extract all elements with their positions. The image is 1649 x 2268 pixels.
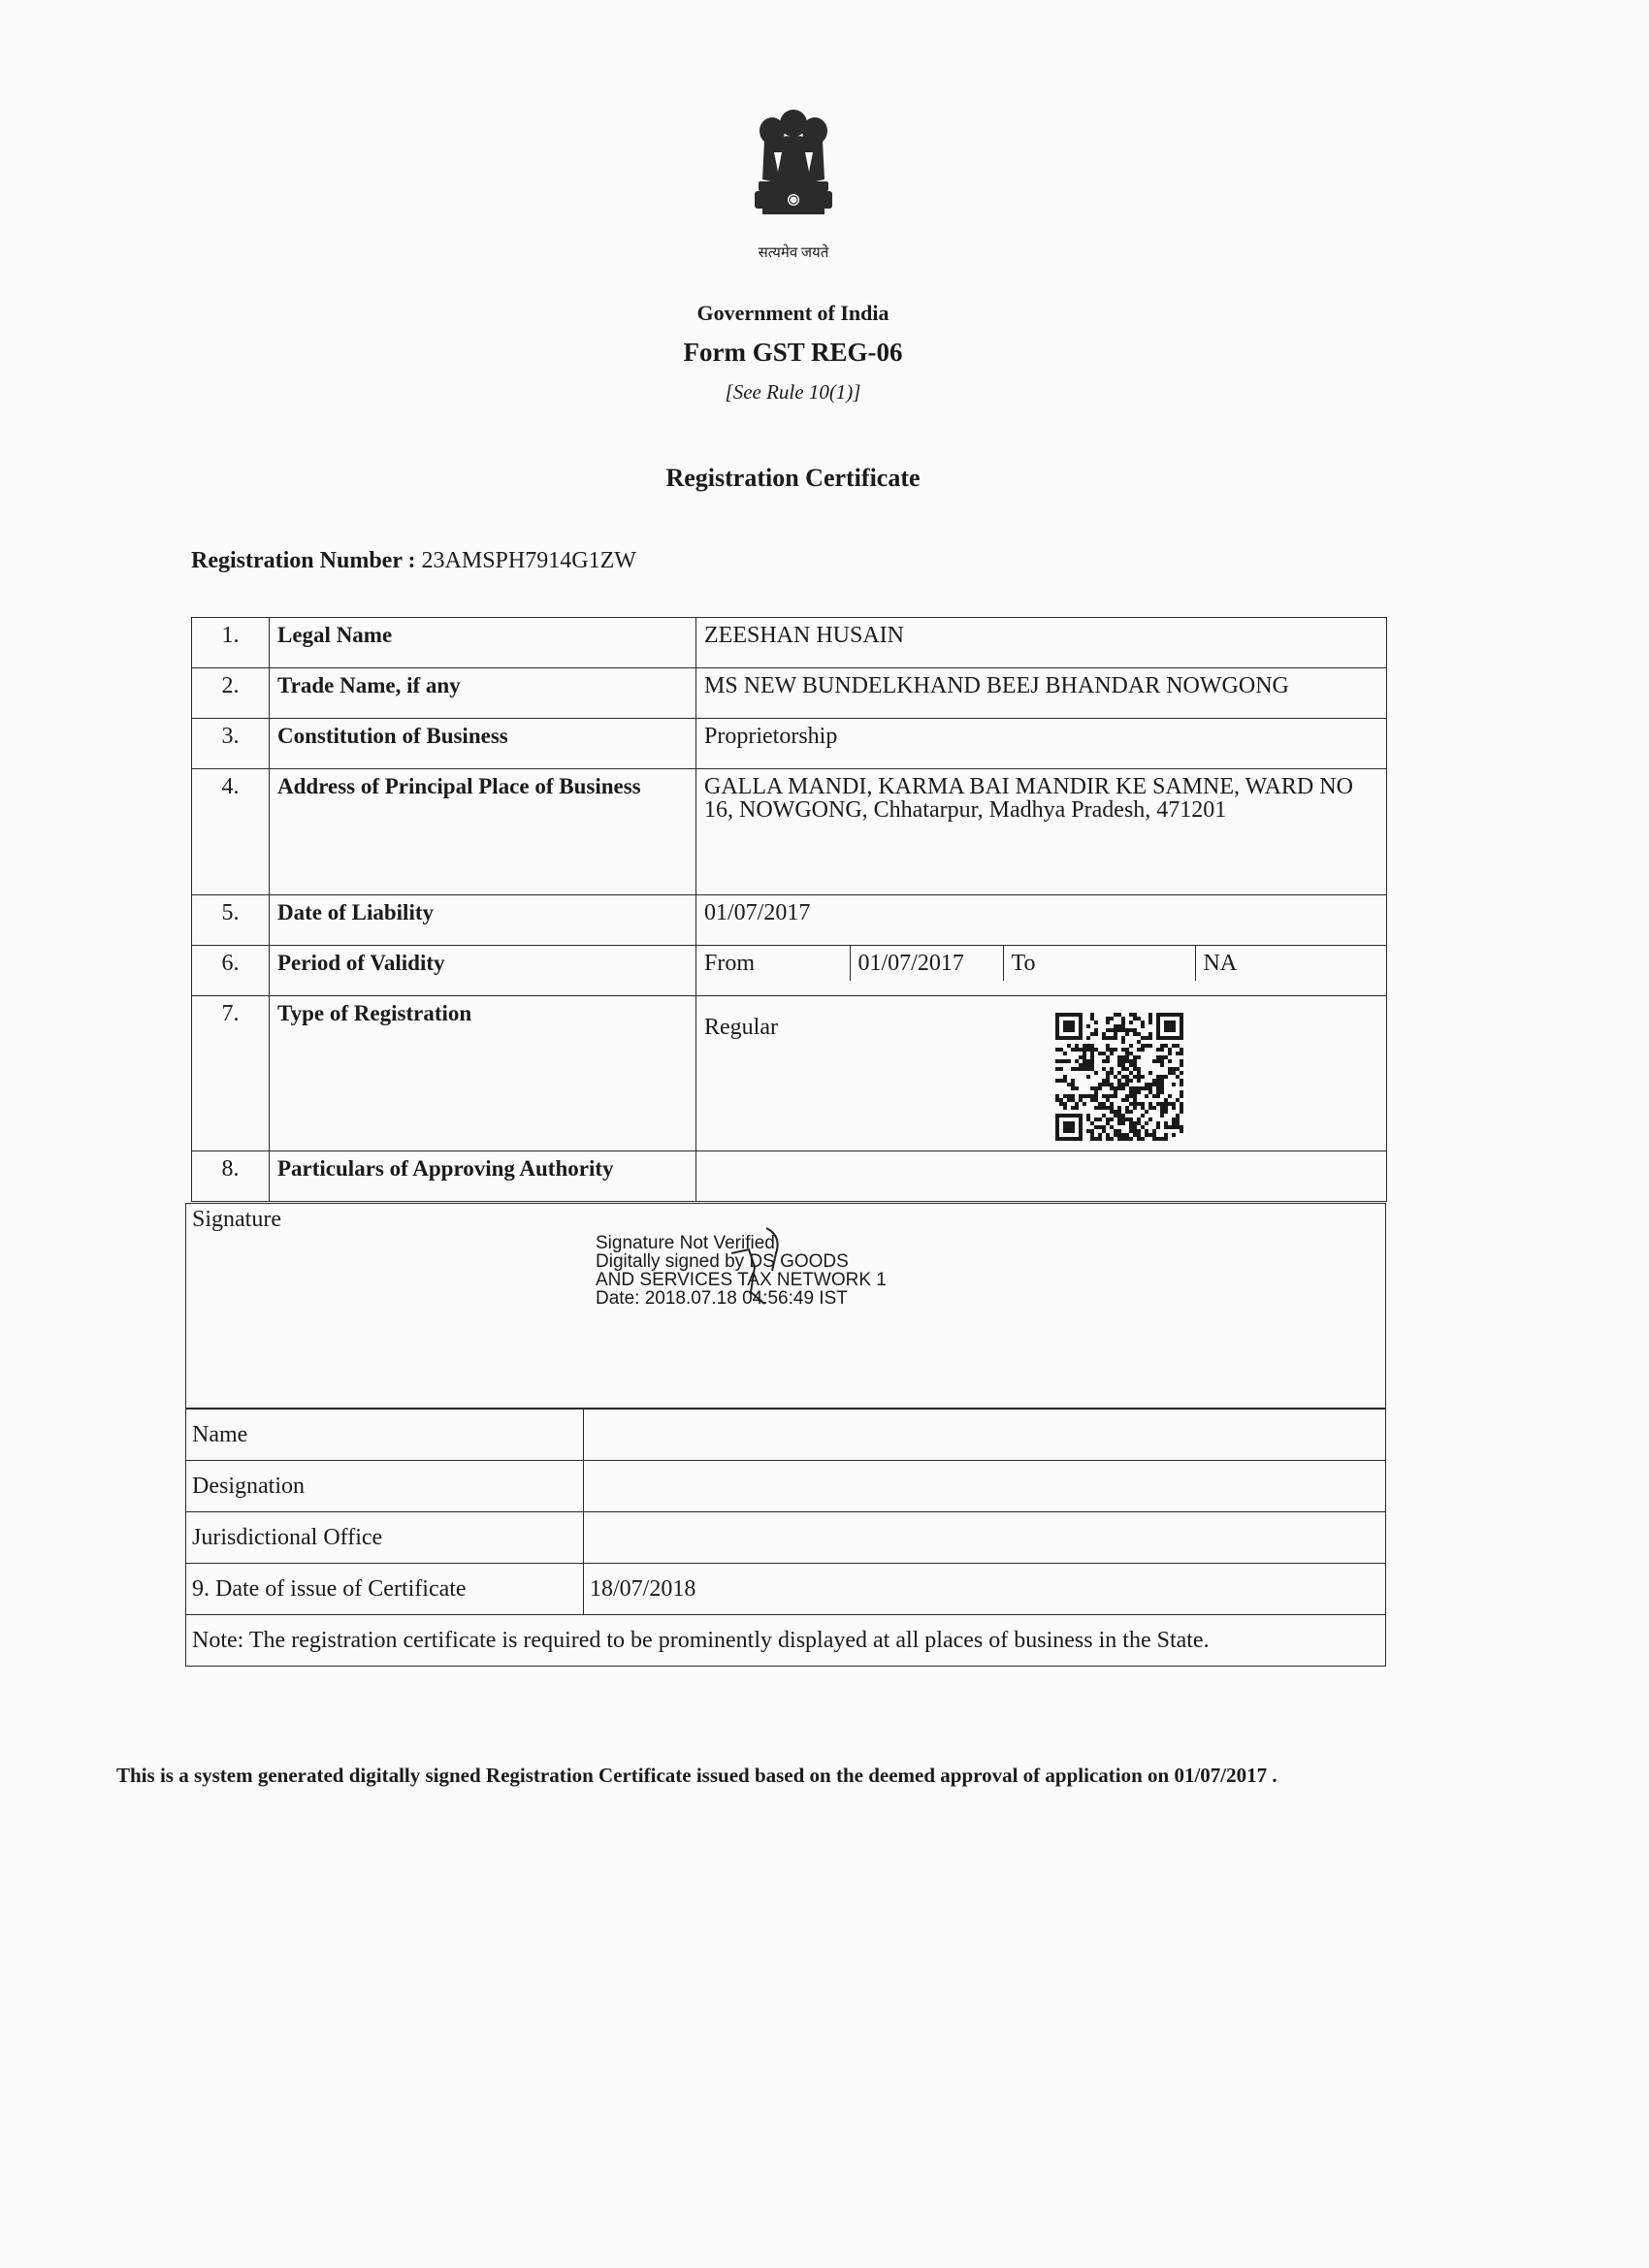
- table-row: [192, 719, 1387, 769]
- registration-number-value: 23AMSPH7914G1ZW: [421, 548, 636, 573]
- constitution-value: Proprietorship: [696, 719, 1387, 769]
- signature-signer-line1: Digitally signed by DS GOODS: [596, 1251, 849, 1272]
- row-label: Legal Name: [270, 618, 696, 668]
- table-row: [192, 769, 1387, 895]
- table-row: [186, 1409, 1386, 1461]
- government-heading: Government of India: [696, 301, 889, 325]
- approving-authority-table: [185, 1409, 1386, 1667]
- national-emblem-icon: [745, 102, 842, 243]
- registration-number-label: Registration Number :: [191, 548, 416, 573]
- approving-authority-value: [696, 1151, 1387, 1202]
- table-row: [192, 618, 1387, 668]
- authority-name-value: [584, 1409, 1386, 1461]
- certificate-title: Registration Certificate: [665, 464, 921, 492]
- jurisdictional-office-value: [584, 1512, 1386, 1564]
- table-row: [192, 996, 1387, 1151]
- registration-number-line: [191, 548, 636, 574]
- table-row: [192, 946, 1387, 996]
- signature-label: Signature: [192, 1207, 281, 1232]
- table-row: [192, 1151, 1387, 1202]
- table-row: [186, 1461, 1386, 1512]
- to-label: To: [1003, 946, 1195, 981]
- row-number: 3.: [192, 719, 270, 769]
- display-note: Note: The registration certificate is required to be prominently displayed at all places of business in the State.: [186, 1615, 1386, 1667]
- legal-name-value: ZEESHAN HUSAIN: [696, 618, 1387, 668]
- registration-details-table: [191, 617, 1387, 1202]
- address-value: GALLA MANDI, KARMA BAI MANDIR KE SAMNE, WARD NO 16, NOWGONG, Chhatarpur, Madhya Pradesh, 471201: [696, 769, 1387, 895]
- authority-label: Designation: [186, 1461, 584, 1512]
- signature-check-mark-icon: [728, 1224, 805, 1307]
- row-number: 6.: [192, 946, 270, 996]
- qr-code-icon: [1055, 1013, 1183, 1141]
- emblem-motto: सत्यमेव जयते: [758, 245, 829, 261]
- from-label: From: [704, 951, 756, 976]
- row-number: 2.: [192, 668, 270, 719]
- date-of-issue-value: 18/07/2018: [584, 1564, 1386, 1615]
- table-row: [186, 1512, 1386, 1564]
- validity-subtable: [696, 946, 1386, 981]
- row-label: Date of Liability: [270, 895, 696, 946]
- rule-reference: [See Rule 10(1)]: [725, 380, 861, 404]
- table-row: [186, 1615, 1386, 1667]
- authority-label: Jurisdictional Office: [186, 1512, 584, 1564]
- type-of-registration-value: Regular: [696, 996, 1387, 1151]
- from-date: 01/07/2017: [850, 946, 1003, 981]
- period-of-validity-cell: [696, 946, 1387, 996]
- trade-name-value: MS NEW BUNDELKHAND BEEJ BHANDAR NOWGONG: [696, 668, 1387, 719]
- table-row: [192, 895, 1387, 946]
- row-label: Particulars of Approving Authority: [270, 1151, 696, 1202]
- row-label: Type of Registration: [270, 996, 696, 1151]
- to-date: NA: [1195, 946, 1386, 981]
- table-row: [192, 668, 1387, 719]
- system-generated-footer: This is a system generated digitally signed Registration Certificate issued based on the deemed approval of application on 01/07/2017 .: [116, 1764, 1277, 1787]
- authority-label: Name: [186, 1409, 584, 1461]
- row-label: Address of Principal Place of Business: [270, 769, 696, 895]
- row-number: 4.: [192, 769, 270, 895]
- table-row: [186, 1564, 1386, 1615]
- date-of-liability-value: 01/07/2017: [696, 895, 1387, 946]
- form-title: Form GST REG-06: [683, 338, 903, 367]
- signature-status: Signature Not Verified: [596, 1233, 775, 1253]
- row-number: 1.: [192, 618, 270, 668]
- row-label: Trade Name, if any: [270, 668, 696, 719]
- row-number: 5.: [192, 895, 270, 946]
- row-label: Constitution of Business: [270, 719, 696, 769]
- row-label: Period of Validity: [270, 946, 696, 996]
- signature-signer-line2: AND SERVICES TAX NETWORK 1: [596, 1270, 887, 1290]
- row-number: 8.: [192, 1151, 270, 1202]
- authority-label: 9. Date of issue of Certificate: [186, 1564, 584, 1615]
- signature-date: Date: 2018.07.18 04:56:49 IST: [596, 1288, 848, 1309]
- authority-designation-value: [584, 1461, 1386, 1512]
- row-number: 7.: [192, 996, 270, 1151]
